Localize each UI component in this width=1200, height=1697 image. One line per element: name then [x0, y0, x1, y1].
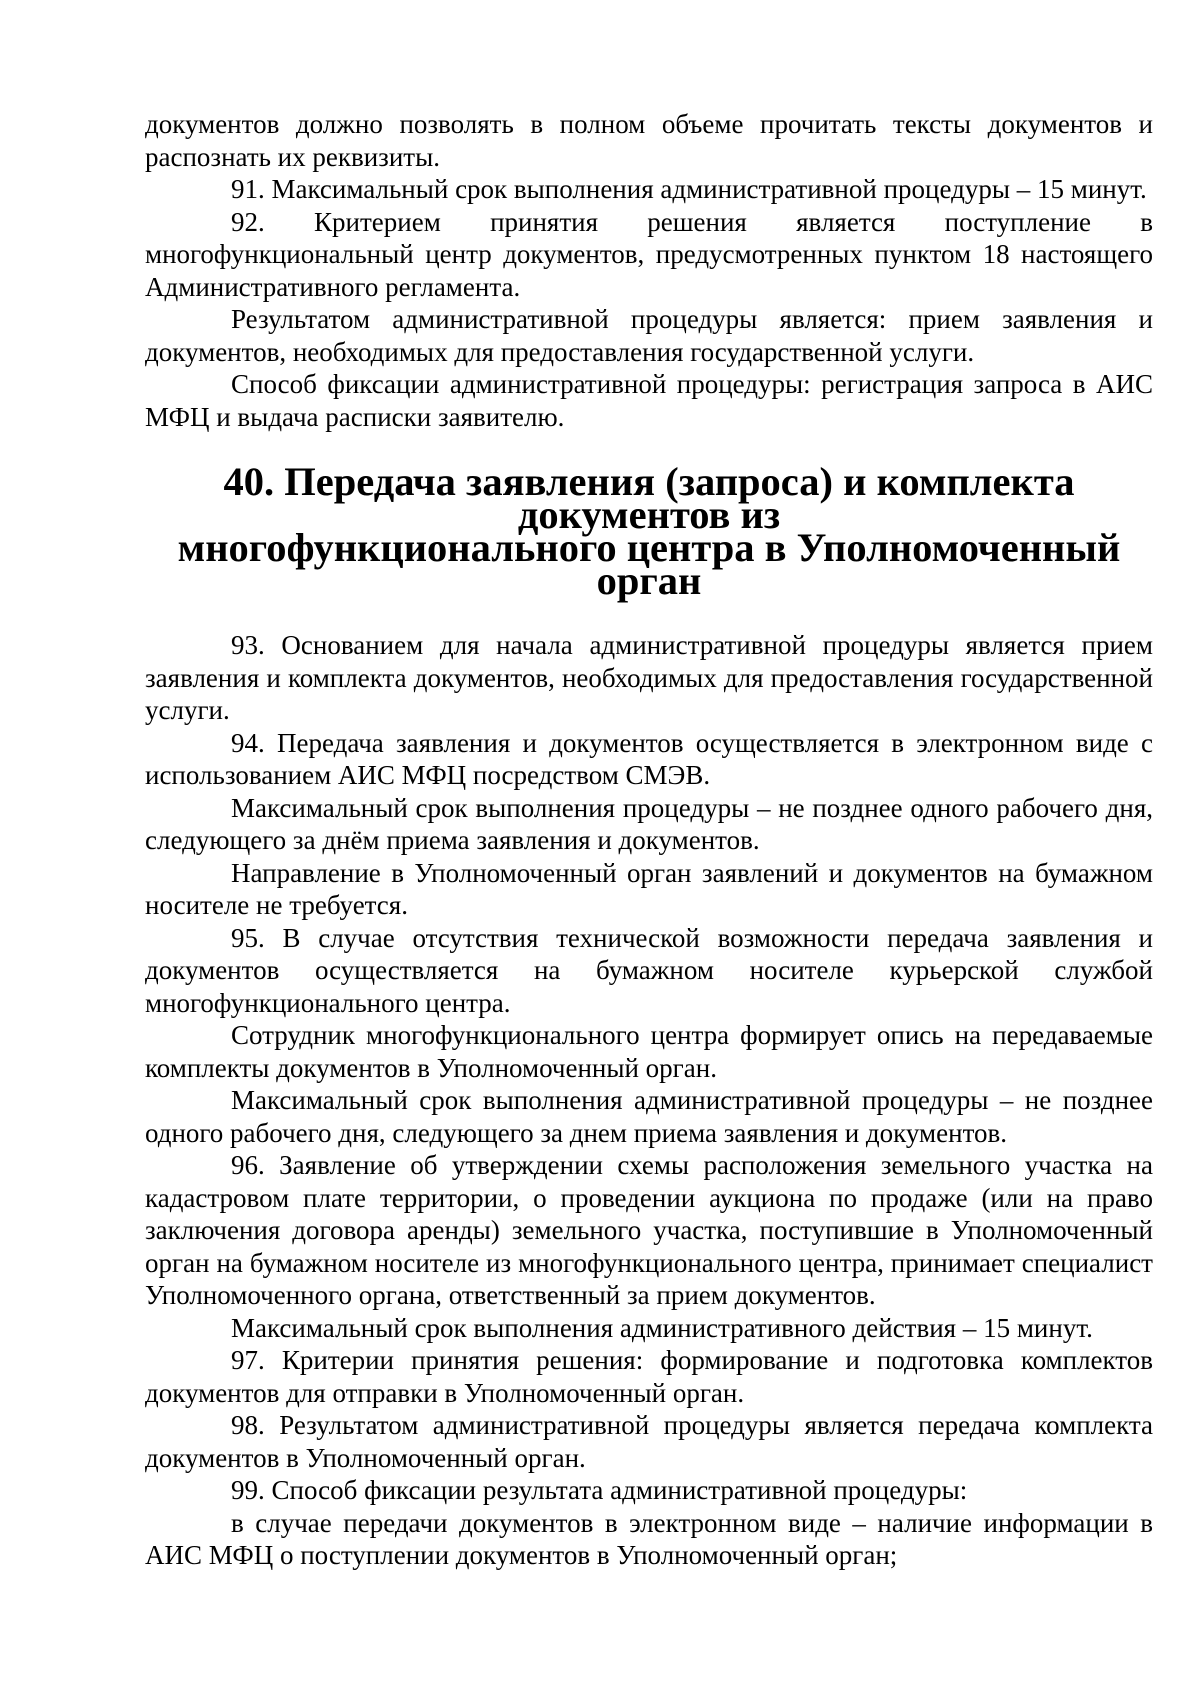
section-heading-40: [145, 459, 1153, 603]
paragraph-95: 95. В случае отсутствия технической возможности передача заявления и документов осуществляется на бумажном носителе курьерской службой многофункционального центра.: [145, 922, 1153, 1018]
paragraph-92: 92. Критерием принятия решения является поступление в многофункциональный центр документов, предусмотренных пунктом 18 настоящего Административного регламента.: [145, 206, 1153, 302]
paragraph-95-term: Максимальный срок выполнения административной процедуры – не позднее одного рабочего дня, следующего за днем приема заявления и документов.: [145, 1085, 1153, 1148]
section-heading-line-1: 40. Передача заявления (запроса) и комплекта документов из: [223, 459, 1075, 537]
document-page: [145, 108, 1153, 1572]
section-heading-line-2: многофункционального центра в Уполномоченный орган: [177, 525, 1121, 603]
paragraph-93: 93. Основанием для начала административной процедуры является прием заявления и комплекта документов, необходимых для предоставления государственной услуги.: [145, 630, 1153, 725]
paragraph-97: 97. Критерии принятия решения: формирование и подготовка комплектов документов для отправки в Уполномоченный орган.: [145, 1345, 1153, 1408]
paragraph-94-paper: Направление в Уполномоченный орган заявлений и документов на бумажном носителе не требуется.: [145, 857, 1153, 920]
paragraph-99-electronic: в случае передачи документов в электронном виде – наличие информации в АИС МФЦ о поступлении документов в Уполномоченный орган;: [145, 1507, 1153, 1570]
paragraph-94: 94. Передача заявления и документов осуществляется в электронном виде с использованием АИС МФЦ посредством СМЭВ.: [145, 727, 1153, 790]
paragraph-92-result: Результатом административной процедуры является: прием заявления и документов, необходимых для предоставления государственной услуги.: [145, 304, 1153, 367]
paragraph-91: 91. Максимальный срок выполнения административной процедуры – 15 минут.: [231, 174, 1147, 204]
paragraph-95-staff: Сотрудник многофункционального центра формирует опись на передаваемые комплекты документов в Уполномоченный орган.: [145, 1020, 1153, 1083]
paragraph-98: 98. Результатом административной процедуры является передача комплекта документов в Уполномоченный орган.: [145, 1410, 1153, 1473]
paragraph-96-term: Максимальный срок выполнения административного действия – 15 минут.: [231, 1312, 1093, 1343]
paragraph-99: 99. Способ фиксации результата административной процедуры:: [231, 1475, 968, 1505]
paragraph-96: 96. Заявление об утверждении схемы расположения земельного участка на кадастровом плате территории, о проведении аукциона по продаже (или на право заключения договора аренды) земельного участка, поступившие в Уполномоченный орган на бумажном носителе из многофункционального центра, принимает специалист Уполномоченного органа, ответственный за прием документов.: [145, 1150, 1153, 1310]
paragraph-94-term: Максимальный срок выполнения процедуры – не позднее одного рабочего дня, следующего за днём приема заявления и документов.: [145, 792, 1153, 855]
paragraph-continuation: документов должно позволять в полном объеме прочитать тексты документов и распознать их реквизиты.: [145, 109, 1153, 172]
paragraph-92-fixation: Способ фиксации административной процедуры: регистрация запроса в АИС МФЦ и выдача расписки заявителю.: [145, 369, 1153, 432]
